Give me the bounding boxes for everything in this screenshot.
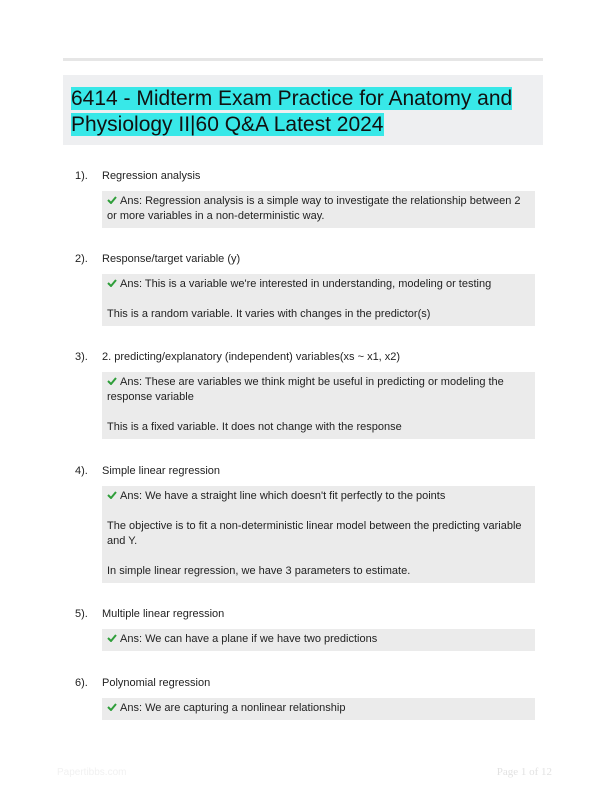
answer-box [102, 372, 535, 439]
qa-item-2 [75, 252, 535, 326]
top-rule [63, 58, 543, 61]
page-number: Page 1 of 12 [496, 766, 552, 778]
answer-paragraph: The objective is to fit a non-deterministic linear model between the predicting variable and Y. [107, 520, 522, 547]
answer-paragraph: This is a fixed variable. It does not change with the response [107, 421, 402, 433]
answer-paragraph [107, 632, 530, 647]
answer-paragraph [107, 277, 530, 292]
answer-text: Ans: We are capturing a nonlinear relationship [120, 702, 346, 714]
answer-box [102, 698, 535, 720]
check-icon [107, 634, 117, 642]
document-title [71, 86, 535, 138]
title-block [63, 75, 543, 145]
check-icon [107, 703, 117, 711]
check-icon [107, 491, 117, 499]
question-text: Simple linear regression [102, 465, 220, 477]
question-number: 3). [75, 351, 88, 363]
answer-box [102, 486, 535, 583]
answer-box [102, 274, 535, 326]
answer-text: Ans: Regression analysis is a simple way to investigate the relationship between 2 or more variables in a non-deterministic way. [107, 195, 521, 222]
answer-paragraph: In simple linear regression, we have 3 parameters to estimate. [107, 565, 411, 577]
answer-paragraph [107, 701, 530, 716]
answer-text: Ans: This is a variable we're interested in understanding, modeling or testing [120, 278, 492, 290]
title-highlight: 6414 - Midterm Exam Practice for Anatomy and Physiology II|60 Q&A Latest 2024 [71, 87, 513, 136]
answer-paragraph [107, 194, 530, 224]
check-icon [107, 377, 117, 385]
question-number: 4). [75, 465, 88, 477]
qa-item-1 [75, 169, 535, 228]
question-number: 6). [75, 677, 88, 689]
question-text: Regression analysis [102, 170, 201, 182]
footer-watermark: Papertibbs.com [57, 767, 127, 778]
answer-paragraph [107, 489, 530, 504]
check-icon [107, 196, 117, 204]
answer-box [102, 191, 535, 228]
answer-paragraph: This is a random variable. It varies with changes in the predictor(s) [107, 308, 431, 320]
qa-item-3 [75, 350, 535, 439]
qa-item-6 [75, 676, 535, 720]
question-number: 2). [75, 253, 88, 265]
answer-paragraph [107, 375, 530, 405]
question-text: Multiple linear regression [102, 608, 225, 620]
answer-text: Ans: We have a straight line which doesn't fit perfectly to the points [120, 490, 446, 502]
question-text: Polynomial regression [102, 677, 211, 689]
answer-box [102, 629, 535, 651]
answer-text: Ans: These are variables we think might be useful in predicting or modeling the response variable [107, 376, 504, 403]
qa-item-5 [75, 607, 535, 651]
question-number: 1). [75, 170, 88, 182]
check-icon [107, 279, 117, 287]
qa-item-4 [75, 464, 535, 583]
question-number: 5). [75, 608, 88, 620]
question-text: Response/target variable (y) [102, 253, 241, 265]
answer-text: Ans: We can have a plane if we have two predictions [120, 633, 378, 645]
question-text: 2. predicting/explanatory (independent) variables(xs ~ x1, x2) [102, 351, 401, 363]
